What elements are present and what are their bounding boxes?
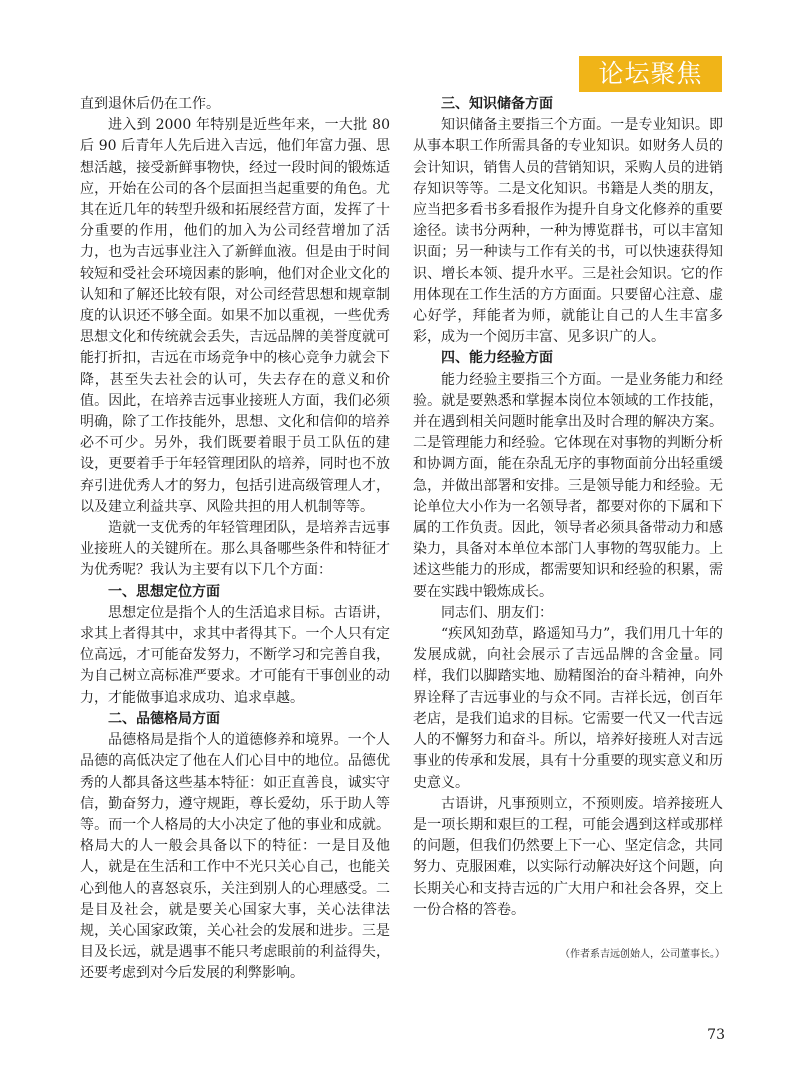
left-column [80, 94, 390, 985]
paragraph: 直到退休后仍在工作。 [80, 96, 220, 112]
right-column [413, 94, 723, 921]
section-heading: 一、思想定位方面 [108, 583, 220, 600]
paragraph: 造就一支优秀的年轻管理团队，是培养吉远事业接班人的关键所在。那么具备哪些条件和特征才为优秀呢？我认为主要有以下几个方面： [80, 520, 390, 579]
page-number: 73 [707, 1027, 725, 1043]
section-header-badge: 论坛聚焦 [579, 56, 722, 92]
section-heading: 三、知识储备方面 [441, 96, 553, 112]
paragraph: 品德格局是指个人的道德修养和境界。一个人品德的高低决定了他在人们心目中的地位。品德优秀的人都具备这些基本特征：如正直善良，诚实守信，勤奋努力，遵守规距，尊长爱幼，乐于助人等等。而一个人格局的大小决定了他的事业和成就。格局大的人一般会具备以下的特征：一是目及他人，就是在生活和工作中不光只关心自己，也能关心到他人的喜怒哀乐，关注到别人的心理感受。二是目及社会，就是要关心国家大事，关心法律法规，关心国家政策，关心社会的发展和进步。三是目及长远，就是遇事不能只考虑眼前的利益得失，还要考虑到对今后发展的利弊影响。 [80, 732, 390, 982]
paragraph: “疾风知劲草，路遥知马力”，我们用几十年的发展成就，向社会展示了吉远品牌的含金量。同样，我们以脚踏实地、励精图治的奋斗精神，向外界诠释了吉远事业的与众不同。吉祥长远，创百年老店，是我们追求的目标。它需要一代又一代吉远人的不懈努力和奋斗。所以，培养好接班人对吉远事业的传承和发展，具有十分重要的现实意义和历史意义。 [413, 626, 723, 791]
section-heading: 四、能力经验方面 [441, 350, 553, 367]
paragraph: 知识储备主要指三个方面。一是专业知识。即从事本职工作所需具备的专业知识。如财务人员的会计知识，销售人员的营销知识，采购人员的进销存知识等等。二是文化知识。书籍是人类的朋友，应当把多看书多看报作为提升自身文化修养的重要途径。读书分两种，一种为博览群书，可以丰富知识面；另一种读与工作有关的书，可以快速获得知识、增长本领、提升水平。三是社会知识。它的作用体现在工作生活的方方面面。只要留心注意、虚心好学，拜能者为师，就能让自己的人生丰富多彩，成为一个阅历丰富、见多识广的人。 [413, 117, 723, 346]
paragraph: 古语讲，凡事预则立，不预则废。培养接班人是一项长期和艰巨的工程，可能会遇到这样或那样的问题，但我们仍然要上下一心、坚定信念，共同努力、克服困难，以实际行动解决好这个问题，向长期关心和支持吉远的广大用户和社会各界，交上一份合格的答卷。 [413, 795, 723, 918]
paragraph: 同志们、朋友们： [441, 604, 553, 621]
paragraph: 能力经验主要指三个方面。一是业务能力和经验。就是要熟悉和掌握本岗位本领域的工作技能，并在遇到相关问题时能拿出及时合理的解决方案。二是管理能力和经验。它体现在对事物的判断分析和协调方面，能在杂乱无序的事物面前分出轻重缓急，并做出部署和安排。三是领导能力和经验。无论单位大小作为一名领导者，都要对你的下属和下属的工作负责。因此，领导者必须具备带动力和感染力，具备对本单位本部门人事物的驾驭能力。上述这些能力的形成，都需要知识和经验的积累，需要在实践中锻炼成长。 [413, 371, 723, 600]
section-heading: 二、品德格局方面 [108, 710, 220, 727]
paragraph: 思想定位是指个人的生活追求目标。古语讲，求其上者得其中，求其中者得其下。一个人只有定位高远，才可能奋发努力，不断学习和完善自我，为自己树立高标准严要求。才可能有干事创业的动力，才能做事追求成功、追求卓越。 [80, 604, 390, 706]
author-note: （作者系吉远创始人，公司董事长。） [560, 949, 725, 960]
paragraph: 进入到 2000 年特别是近些年来，一大批 80 后 90 后青年人先后进入吉远，他们年富力强、思想活越，接受新鲜事物快，经过一段时间的锻炼适应，开始在公司的各个层面担当起重要的角色。尤其在近几年的转型升级和拓展经营方面，发挥了十分重要的作用，他们的加入为公司经营增加了活力，也为吉远事业注入了新鲜血液。但是由于时间较短和受社会环境因素的影响，他们对企业文化的认知和了解还比较有限，对公司经营思想和规章制度的认识还不够全面。如果不加以重视，一些优秀思想文化和传统就会丢失，吉远品牌的美誉度就可能打折扣，吉远在市场竞争中的核心竞争力就会下降，甚至失去社会的认可，失去存在的意义和价值。因此，在培养吉远事业接班人方面，我们必须明确，除了工作技能外，思想、文化和信仰的培养必不可少。另外，我们既要着眼于员工队伍的建设，更要着手于年轻管理团队的培养，同时也不放弃引进优秀人才的努力，包括引进高级管理人才，以及建立利益共享、风险共担的用人机制等等。 [80, 117, 390, 515]
